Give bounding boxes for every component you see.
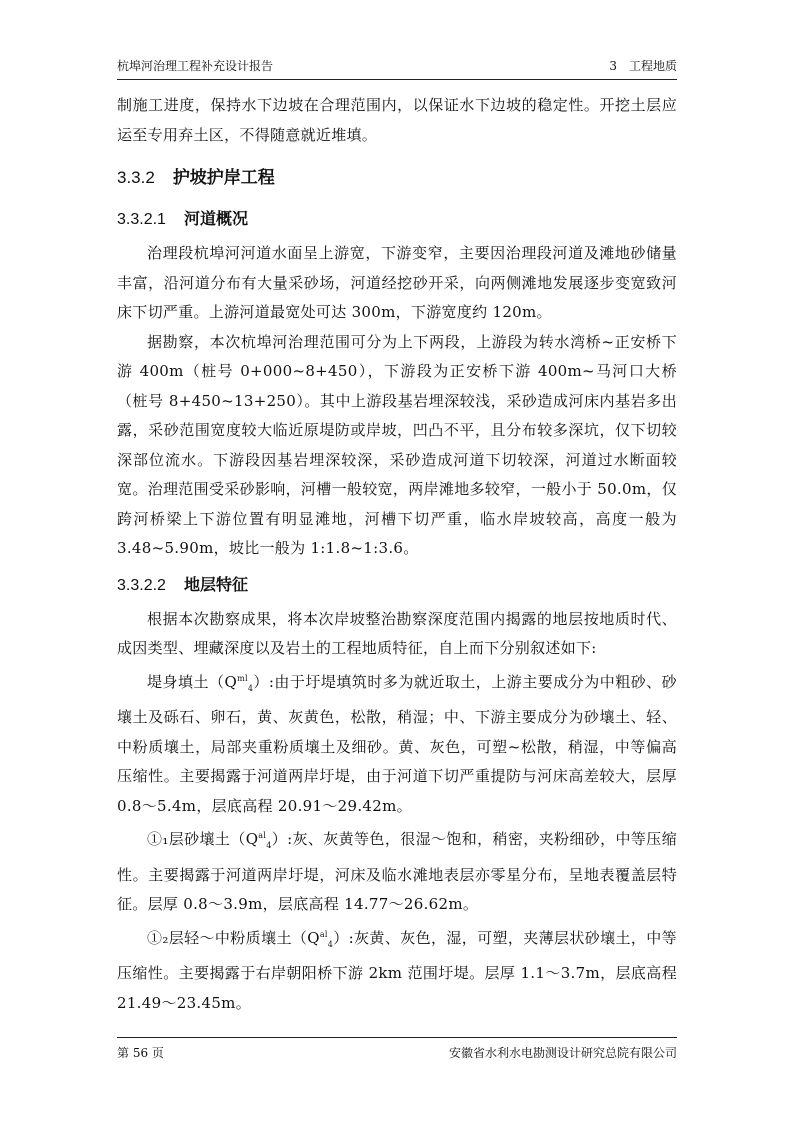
text-segment: ）:灰、灰黄等色，很湿～饱和，稍密，夹粉细砂，中等压缩性。主要揭露于河道两岸圩堤，河床及临水滩地表层亦零星分布，呈地表覆盖层特征。层厚 0.8～3.9m，层底高程 14.77～26.62m。 [117, 830, 677, 913]
text-segment: ①₁层砂壤土（ [147, 830, 246, 848]
geologic-symbol [224, 673, 253, 691]
page-number: 第 56 页 [117, 1046, 164, 1060]
paragraph-river-overview: 治理段杭埠河河道水面呈上游宽，下游变窄，主要因治理段河道及滩地砂储量丰富，沿河道分布有大量采砂场，河道经挖砂开采，向两侧滩地发展逐步变宽致河床下切严重。上游河道最宽处可达 300m，下游宽度约 120m。 [117, 244, 677, 321]
header-chapter [609, 57, 677, 74]
footer-organization: 安徽省水利水电勘测设计研究总院有限公司 [448, 1046, 677, 1060]
paragraph-layer-1-2 [117, 920, 677, 1019]
section-title: 河道概况 [183, 209, 248, 228]
symbol-letter: Q [245, 830, 259, 848]
header-report-title: 杭埠河治理工程补充设计报告 [117, 59, 274, 73]
page-body [117, 91, 677, 1018]
symbol-superscript: al [258, 831, 267, 840]
header-chapter-title: 工程地质 [628, 59, 677, 73]
text-segment: 堤身填土（ [147, 672, 225, 691]
symbol-subscript: 4 [327, 939, 334, 949]
symbol-superscript: ml [237, 673, 248, 683]
symbol-subscript: 4 [266, 841, 272, 850]
section-number: 3.3.2.1 [117, 211, 166, 228]
text-segment: ）:由于圩堤填筑时多为就近取土，上游主要成分为中粗砂、砂壤土及砾石、卵石，黄、灰黄色，松散，稍湿；中、下游主要成分为砂壤土、轻、中粉质壤土，局部夹重粉质壤土及细砂。黄、灰色，可塑~松散，稍湿，中等偏高压缩性。主要揭露于河道两岸圩堤，由于河道下切严重提防与河床高差较大，层厚 0.8～5.4m，层底高程 20.91～29.42m。 [117, 672, 677, 815]
section-number: 3.3.2.2 [117, 576, 166, 594]
paragraph-embankment-fill [117, 664, 677, 822]
header-chapter-number: 3 [609, 59, 617, 73]
page-footer [117, 1037, 677, 1061]
page-header [117, 55, 677, 80]
text-segment: ①₂层轻～中粉质壤土（ [147, 928, 308, 947]
geologic-symbol [307, 929, 333, 947]
paragraph-layer-1-1 [117, 821, 677, 920]
section-heading-3-3-2-1 [117, 200, 677, 239]
section-heading-3-3-2 [117, 158, 677, 198]
section-heading-3-3-2-2 [117, 566, 677, 605]
geologic-symbol [246, 830, 272, 848]
text-segment: ）:灰黄、灰色，湿，可塑，夹薄层状砂壤土，中等压缩性。主要揭露于右岸朝阳桥下游 2km 范围圩堤。层厚 1.1～3.7m，层底高程 21.49～23.45m。 [117, 928, 677, 1012]
symbol-superscript: al [319, 929, 328, 939]
symbol-letter: Q [307, 928, 320, 947]
section-title: 护坡护岸工程 [172, 168, 275, 188]
paragraph-strata-intro: 根据本次勘察成果，将本次岸坡整治勘察深度范围内揭露的地层按地质时代、成因类型、埋藏深度以及岩土的工程地质特征，自上而下分别叙述如下: [117, 609, 677, 657]
section-title: 地层特征 [183, 574, 248, 594]
paragraph-continued: 制施工进度，保持水下边坡在合理范围内，以保证水下边坡的稳定性。开挖土层应运至专用弃土区，不得随意就近堆填。 [117, 96, 677, 144]
symbol-subscript: 4 [247, 683, 254, 693]
section-number: 3.3.2 [117, 168, 155, 187]
symbol-letter: Q [224, 672, 238, 691]
paragraph-survey-scope: 据勘察，本次杭埠河治理范围可分为上下两段，上游段为转水湾桥~正安桥下游 400m（桩号 0+000~8+450），下游段为正安桥下游 400m~马河口大桥（桩号 8+450~13+250）。其中上游段基岩埋深较浅，采砂造成河床内基岩多出露，采砂范围宽度较大临近原堤防或岸坡，凹凸不平，且分布较多深坑，仅下切较深部位流水。下游段因基岩埋深较深，采砂造成河道下切较深，河道过水断面较宽。治理范围受采砂影响，河槽一般较宽，两岸滩地多较窄，一般小于 50.0m，仅跨河桥梁上下游位置有明显滩地，河槽下切严重，临水岸坡较高，高度一般为 3.48~5.90m，坡比一般为 1:1.8~1:3.6。 [117, 332, 677, 557]
